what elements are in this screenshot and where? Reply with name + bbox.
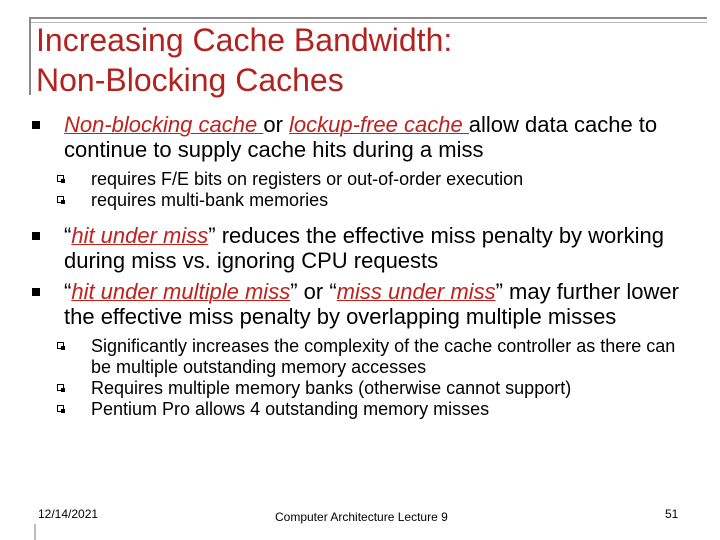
bullet-item bbox=[0, 112, 694, 162]
square-bullet-icon bbox=[32, 232, 40, 240]
emphasized-term: miss under miss bbox=[336, 279, 496, 304]
bullet-item bbox=[0, 223, 694, 273]
square-bullet-icon bbox=[32, 121, 40, 129]
emphasized-term: hit under miss bbox=[71, 223, 209, 248]
footer-date: 12/14/2021 bbox=[38, 507, 99, 521]
bullet-item bbox=[0, 279, 694, 329]
bullet-text: allow data cache to continue to supply cache hits during a miss bbox=[64, 112, 658, 162]
sub-bullet-text: requires multi-bank memories bbox=[91, 190, 329, 210]
sub-bullet-text: Requires multiple memory banks (otherwise cannot support) bbox=[91, 378, 572, 398]
sub-bullet-item bbox=[0, 169, 691, 190]
bullet-text: ” may further lower the effective miss penalty by overlapping multiple misses bbox=[64, 279, 679, 329]
sub-bullet-text: Significantly increases the complexity of the cache controller as there can be multiple outstanding memory accesses bbox=[91, 336, 676, 377]
footer-course-title: Computer Architecture Lecture 9 bbox=[275, 510, 448, 524]
bullet-text: ” or “ bbox=[290, 279, 337, 304]
slide-title bbox=[36, 20, 696, 100]
slide-title-line-1: Increasing Cache Bandwidth: bbox=[36, 22, 453, 58]
sub-bullet-text: Pentium Pro allows 4 outstanding memory misses bbox=[91, 399, 490, 419]
title-frame-top bbox=[29, 17, 707, 19]
hollow-square-bullet-icon bbox=[57, 384, 64, 391]
sub-bullet-text: requires F/E bits on registers or out-of-order execution bbox=[91, 169, 524, 189]
hollow-square-bullet-icon bbox=[57, 405, 64, 412]
bullet-text: ” reduces the effective miss penalty by working during miss vs. ignoring CPU requests bbox=[64, 223, 664, 273]
hollow-square-bullet-icon bbox=[57, 196, 64, 203]
emphasized-term: Non-blocking cache bbox=[64, 112, 264, 137]
hollow-square-bullet-icon bbox=[57, 175, 64, 182]
footer-page-number: 51 bbox=[665, 507, 679, 521]
emphasized-term: lockup-free cache bbox=[289, 112, 469, 137]
sub-bullet-item bbox=[0, 399, 691, 420]
hollow-square-bullet-icon bbox=[57, 342, 64, 349]
emphasized-term: hit under multiple miss bbox=[71, 279, 291, 304]
sub-bullet-item bbox=[0, 336, 691, 378]
bullet-text: “ bbox=[64, 223, 72, 248]
title-frame-left bbox=[29, 17, 31, 95]
sub-bullet-item bbox=[0, 378, 691, 399]
sub-bullet-item bbox=[0, 190, 691, 211]
square-bullet-icon bbox=[32, 288, 40, 296]
slide-title-line-2: Non-Blocking Caches bbox=[36, 62, 344, 98]
bullet-text: “ bbox=[64, 279, 72, 304]
footer-frame-line bbox=[34, 524, 36, 540]
bullet-text: or bbox=[263, 112, 290, 137]
bullet-list bbox=[0, 112, 720, 426]
